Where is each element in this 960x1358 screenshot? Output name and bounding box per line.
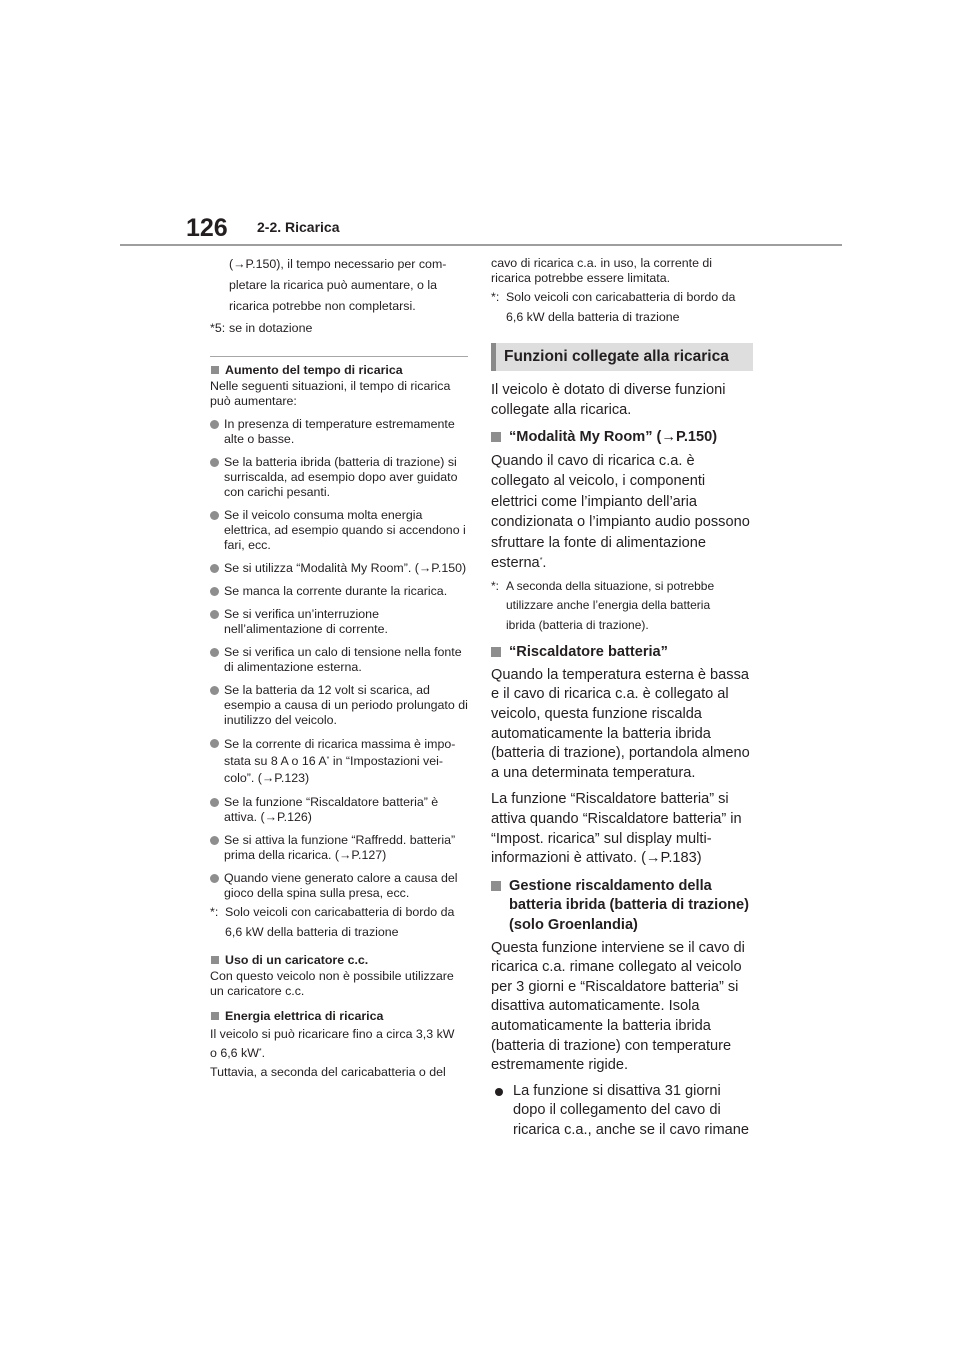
bullet-dot-icon [210, 458, 219, 467]
section-band-title: Funzioni collegate alla ricarica [491, 343, 753, 371]
heading-dc-charger: Uso di un caricatore c.c. [210, 953, 468, 968]
heading-battery-heater: “Riscaldatore batteria” [491, 643, 753, 663]
list-item: Se la corrente di ricarica massima è impo- stata su 8 A o 16 A* in “Impostazioni vei- colo”. (→P.123) [210, 736, 468, 787]
list-item: In presenza di temperature estremamente alte o basse. [210, 417, 468, 447]
bullet-dot-icon [210, 610, 219, 619]
bullet-dot-icon [210, 836, 219, 845]
list-item: La funzione si disattiva 31 giorni dopo il collegamento del cavo di ricarica c.a., anche se il cavo rimane [491, 1082, 753, 1141]
paragraph: Questa funzione interviene se il cavo di ricarica c.a. rimane collegato al veicolo per 3 giorni e “Riscaldatore batteria” si disattiva automaticamente. Isola automaticamente la batteria ibrida (batteria di trazione) con temperature estremamente rigide. [491, 939, 745, 1074]
bullet-dot-icon [210, 511, 219, 520]
square-bullet-icon [491, 432, 501, 442]
square-bullet-icon [211, 1012, 219, 1020]
continued-paragraph [210, 254, 468, 317]
continued-line: pletare la ricarica può aumentare, o la [229, 278, 438, 292]
list-item: Se la batteria da 12 volt si scarica, ad esempio a causa di un periodo prolungato di inutilizzo del veicolo. [210, 683, 468, 728]
bullet-dot-icon [495, 1088, 503, 1096]
paragraph: Con questo veicolo non è possibile utilizzare un caricatore c.c. [210, 969, 454, 998]
list-item: Se manca la corrente durante la ricarica. [210, 584, 468, 599]
footnote-star: *: A seconda della situazione, si potrebbe utilizzare anche l’energia della batteria ibrida (batteria di trazione). [491, 577, 753, 636]
intro-paragraph: Il veicolo è dotato di diverse funzioni collegate alla ricarica. [491, 382, 726, 418]
footnote-mark: *: [491, 578, 500, 593]
list-item: Se la funzione “Riscaldatore batteria” è attiva. (→P.126) [210, 795, 468, 825]
list-item: Se si utilizza “Modalità My Room”. (→P.150) [210, 561, 468, 576]
bullet-dot-icon [210, 739, 219, 748]
square-bullet-icon [491, 647, 501, 657]
list-item: Se si verifica un calo di tensione nella fonte di alimentazione esterna. [210, 645, 468, 675]
square-bullet-icon [211, 366, 219, 374]
heading-charge-power: Energia elettrica di ricarica [210, 1009, 468, 1024]
bullet-dot-icon [210, 564, 219, 573]
section-divider [210, 356, 468, 357]
heading-charge-time: Aumento del tempo di ricarica [210, 363, 468, 378]
list-item: Se si attiva la funzione “Raffredd. batteria” prima della ricarica. (→P.127) [210, 833, 468, 863]
bullet-dot-icon [210, 798, 219, 807]
bullet-dot-icon [210, 686, 219, 695]
paragraph: Quando il cavo di ricarica c.a. è collegato al veicolo, i componenti elettrici come l’impianto dell’aria condizionata o l’impianto audio possono sfruttare la fonte di alimentazione esterna*. [491, 452, 750, 572]
footnote-mark: *5: [210, 321, 226, 335]
list-item: Quando viene generato calore a causa del gioco della spina sulla presa, ecc. [210, 871, 468, 901]
bullet-dot-icon [210, 648, 219, 657]
continued-line: ricarica potrebbe non completarsi. [229, 299, 416, 313]
footnote-mark: *: [491, 290, 500, 304]
paragraph: La funzione “Riscaldatore batteria” si attiva quando “Riscaldatore batteria” in “Impost. ricarica” sul display multi-informazioni è attivato. (→P.183) [491, 791, 742, 867]
list-item: Se il veicolo consuma molta energia elettrica, ad esempio quando si accendono i fari, ecc. [210, 508, 468, 553]
footnote-text: se in dotazione [229, 321, 313, 335]
footnote-5 [210, 321, 468, 336]
list-item: Se si verifica un’interruzione nell’alimentazione di corrente. [210, 607, 468, 637]
heading-heating-management: Gestione riscaldamento della batteria ibrida (batteria di trazione) (solo Groenlandia) [491, 877, 753, 936]
bullet-dot-icon [210, 874, 219, 883]
footnote-mark: *: [210, 905, 219, 919]
page-header [0, 0, 960, 250]
continued-paragraph: cavo di ricarica c.a. in uso, la corrente di ricarica potrebbe essere limitata. [491, 256, 713, 285]
continued-line: (→P.150), il tempo necessario per com- [229, 257, 447, 271]
paragraph: Quando la temperatura esterna è bassa e il cavo di ricarica c.a. è collegato al veicolo, questa funzione riscalda automaticamente la batteria ibrida (batteria di trazione), portandola almeno a una determinata temperatura. [491, 666, 750, 781]
square-bullet-icon [211, 956, 219, 964]
footnote-star: *: Solo veicoli con caricabatteria di bordo da 6,6 kW della batteria di trazione [210, 902, 468, 942]
intro-text: Nelle seguenti situazioni, il tempo di ricarica può aumentare: [210, 379, 451, 408]
page-number: 126 [186, 214, 228, 242]
square-bullet-icon [491, 881, 501, 891]
left-column [210, 254, 468, 1082]
right-column [491, 256, 753, 1141]
bullet-dot-icon [210, 587, 219, 596]
list-item: Se la batteria ibrida (batteria di trazione) si surriscalda, ad esempio dopo aver guidato con carichi pesanti. [210, 455, 468, 500]
paragraph: Il veicolo si può ricaricare fino a circa 3,3 kW o 6,6 kW*. Tuttavia, a seconda del caricabatteria o del [210, 1027, 455, 1079]
bullet-dot-icon [210, 420, 219, 429]
header-rule [120, 244, 842, 246]
section-title: 2-2. Ricarica [257, 219, 340, 235]
heading-my-room: “Modalità My Room” (→P.150) [491, 428, 753, 448]
footnote-star: *: Solo veicoli con caricabatteria di bordo da 6,6 kW della batteria di trazione [491, 287, 753, 327]
